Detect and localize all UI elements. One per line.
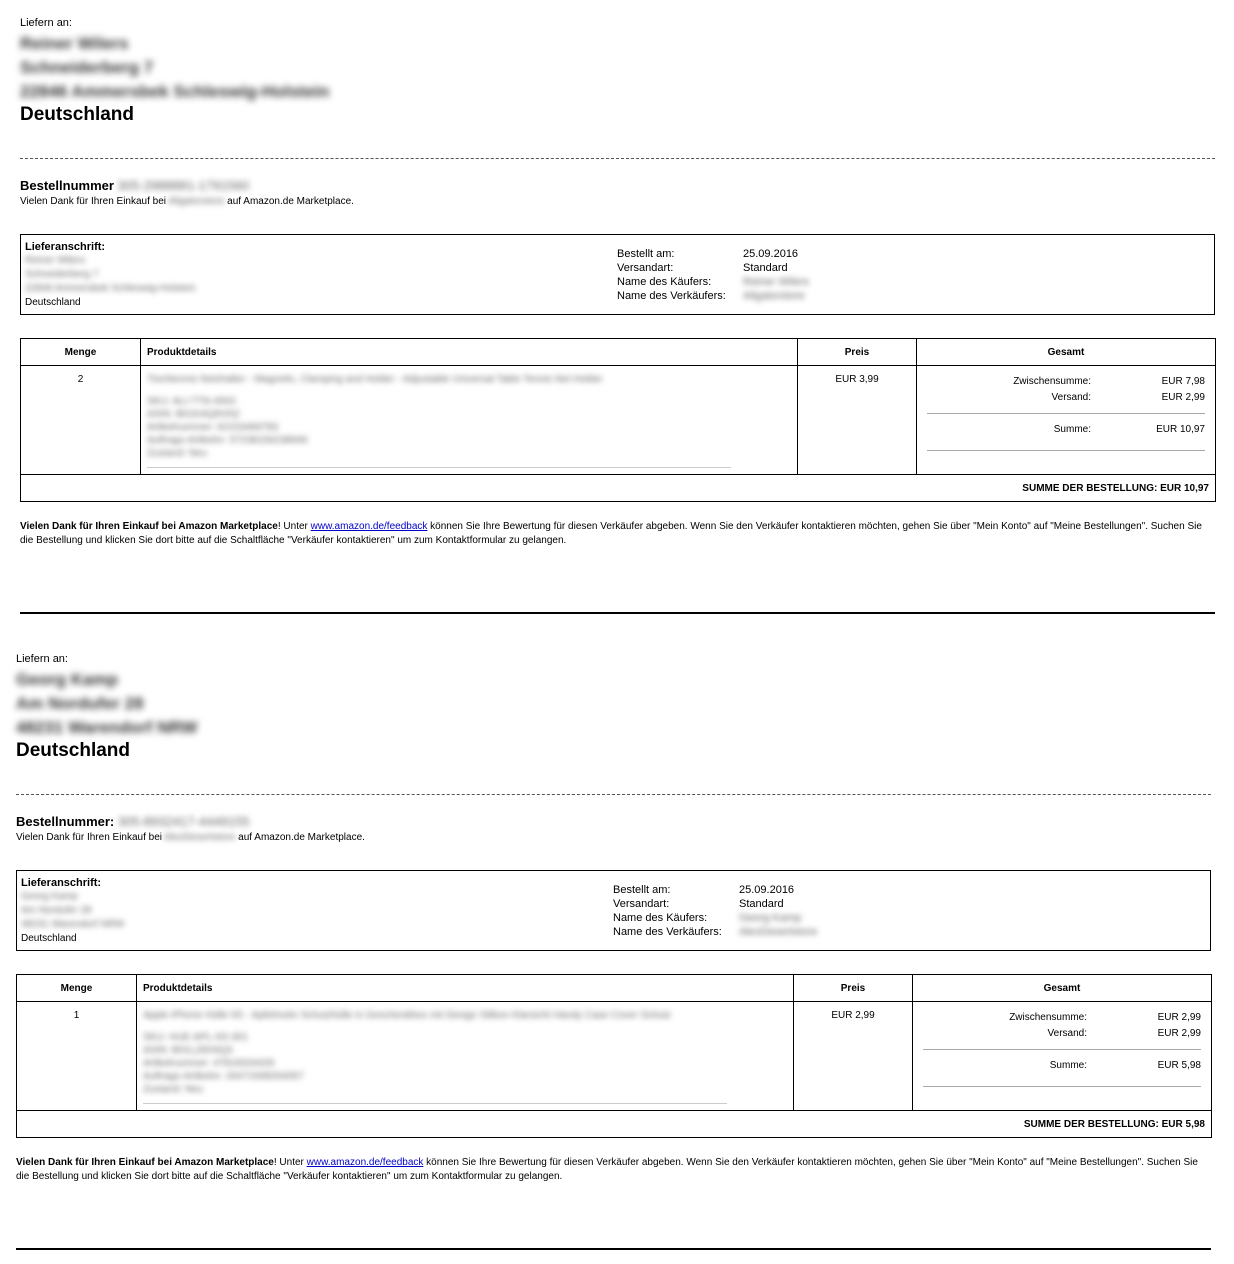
footer-text-2: können Sie Ihre Bewertung für diesen Verkäufer abgeben. Wenn Sie den Verkäufer kontaktieren möchten, gehen Sie über "Mein Konto" auf "Meine Bestellungen". Suchen Sie die Bestellung und klicken Sie dort bitte auf die Schaltfläche "Verkäufer kontaktieren" um zum Kontaktformular zu gelangen. — [20, 521, 1202, 546]
product-condition: Zustand: Neu — [143, 1084, 204, 1095]
table-row — [17, 1002, 1212, 1111]
delivery-address-title: Lieferanschrift: — [21, 877, 102, 889]
feedback-link[interactable]: www.amazon.de/feedback — [310, 521, 428, 532]
delivery-address-country: Deutschland — [25, 297, 81, 308]
grand-total-row — [21, 475, 1216, 502]
table-header-row — [17, 975, 1212, 1002]
subtotal-label: Zwischensumme: — [1013, 376, 1091, 387]
order-number-value: 305-2988881-1791560 — [117, 178, 250, 193]
seller-name-label: Name des Verkäufers: — [613, 926, 722, 938]
sum-value: EUR 5,98 — [1157, 1060, 1201, 1071]
grand-total: SUMME DER BESTELLUNG: EUR 10,97 — [21, 475, 1216, 502]
product-asin: ASIN: B01LZ8X6Q3 — [143, 1045, 233, 1056]
ship-to-label: Liefern an: — [20, 17, 72, 29]
delivery-info-box — [20, 234, 1215, 315]
recipient-city: 22846 Ammersbek Schleswig-Holstein — [20, 82, 330, 101]
recipient-country: Deutschland — [16, 740, 131, 761]
delivery-address-line-1: Reiner Wilers — [25, 255, 86, 266]
product-meta — [147, 395, 791, 460]
dashed-divider — [16, 794, 1211, 795]
delivery-address-line-3: 48231 Warendorf NRW — [21, 919, 125, 930]
footer-bold-thanks: Vielen Dank für Ihren Einkauf bei Amazon Marketplace — [20, 521, 278, 532]
ordered-date-value: 25.09.2016 — [739, 884, 795, 896]
qty-header: Menge — [17, 975, 137, 1002]
thanks-line — [20, 196, 354, 207]
delivery-address-line-1: Georg Kamp — [21, 891, 78, 902]
footer-note — [20, 520, 1210, 548]
sum-label: Summe: — [1049, 1060, 1087, 1071]
buyer-name-label: Name des Käufers: — [613, 912, 708, 924]
slip-separator — [20, 612, 1215, 614]
seller-name-value: Aligatorstore — [743, 290, 805, 302]
totals-divider — [923, 1049, 1201, 1050]
buyer-name-value: Georg Kamp — [739, 912, 802, 924]
ordered-date-label: Bestellt am: — [613, 884, 671, 896]
item-totals — [917, 366, 1216, 475]
order-items-table — [16, 974, 1212, 1138]
ship-to-label: Liefern an: — [16, 653, 68, 665]
footer-note — [16, 1156, 1206, 1184]
shipping-cost-value: EUR 2,99 — [1161, 392, 1205, 403]
shipping-method-label: Versandart: — [613, 898, 670, 910]
delivery-address-line-3: 22846 Ammersbek Schleswig-Holstein — [25, 283, 196, 294]
ordered-date-label: Bestellt am: — [617, 248, 675, 260]
product-asin: ASIN: B01KAQ9VN2 — [147, 409, 240, 420]
sum-value: EUR 10,97 — [1156, 424, 1205, 435]
table-header-row — [21, 339, 1216, 366]
totals-divider-bottom — [927, 450, 1205, 451]
order-number-line — [16, 814, 249, 829]
recipient-street: Schneiderberg 7 — [20, 58, 154, 77]
dashed-divider — [20, 158, 1215, 159]
product-order-item-id: Auftrags-Artikelnr: 57238156238946 — [147, 435, 308, 446]
recipient-name: Georg Kamp — [16, 670, 119, 689]
delivery-address-country: Deutschland — [21, 933, 77, 944]
product-title: Apple iPhone Hülle 6S - Apfelmotiv Schutzhülle in Geschenkbox mit Design Silikon Klarsicht Handy Case Cover Schutz — [143, 1010, 672, 1021]
shipping-cost-value: EUR 2,99 — [1157, 1028, 1201, 1039]
order-items-table — [20, 338, 1216, 502]
details-header: Produktdetails — [137, 975, 794, 1002]
item-details — [141, 366, 798, 475]
seller-name: Aligatorstore — [168, 196, 225, 207]
delivery-address-line-2: Schneiderberg 7 — [25, 269, 99, 280]
total-header: Gesamt — [917, 339, 1216, 366]
order-number-value: 305-8932417-4449155 — [117, 814, 250, 829]
product-divider — [143, 1103, 727, 1104]
seller-name-label: Name des Verkäufers: — [617, 290, 726, 302]
product-condition: Zustand: Neu — [147, 448, 208, 459]
item-details — [137, 1002, 794, 1111]
subtotal-value: EUR 2,99 — [1157, 1012, 1201, 1023]
item-totals — [913, 1002, 1212, 1111]
recipient-street: Am Nordufer 28 — [16, 694, 144, 713]
shipping-method-value: Standard — [743, 262, 788, 274]
totals-divider-bottom — [923, 1086, 1201, 1087]
thanks-line — [16, 832, 365, 843]
shipping-cost-label: Versand: — [1047, 1028, 1087, 1039]
buyer-name-value: Reiner Wilers — [743, 276, 810, 288]
seller-name: AlexDesertstore — [164, 832, 236, 843]
order-number-label: Bestellnummer — [20, 178, 114, 193]
buyer-name-label: Name des Käufers: — [617, 276, 712, 288]
recipient-city: 48231 Warendorf NRW — [16, 718, 198, 737]
details-header: Produktdetails — [141, 339, 798, 366]
thanks-suffix: auf Amazon.de Marketplace. — [227, 196, 354, 207]
ordered-date-value: 25.09.2016 — [743, 248, 799, 260]
price-header: Preis — [794, 975, 913, 1002]
seller-name-value: AlexDesertstore — [739, 926, 818, 938]
delivery-address-title: Lieferanschrift: — [25, 241, 106, 253]
subtotal-value: EUR 7,98 — [1161, 376, 1205, 387]
item-qty: 2 — [21, 366, 141, 475]
product-sku: SKU: ALI-TTN-4002 — [147, 396, 236, 407]
footer-bold-thanks: Vielen Dank für Ihren Einkauf bei Amazon Marketplace — [16, 1157, 274, 1168]
recipient-country: Deutschland — [20, 104, 135, 125]
thanks-prefix: Vielen Dank für Ihren Einkauf bei — [16, 832, 163, 843]
recipient-name: Reiner Wilers — [20, 34, 129, 53]
item-price: EUR 3,99 — [798, 366, 917, 475]
delivery-address-line-2: Am Nordufer 28 — [21, 905, 92, 916]
product-meta — [143, 1031, 787, 1096]
product-order-item-id: Auftrags-Artikelnr: 26471938264057 — [143, 1071, 304, 1082]
item-price: EUR 2,99 — [794, 1002, 913, 1111]
shipping-method-label: Versandart: — [617, 262, 674, 274]
footer-text-1: ! Unter — [273, 1157, 307, 1168]
footer-text-1: ! Unter — [277, 521, 311, 532]
slip-separator — [16, 1248, 1211, 1250]
order-number-line — [20, 178, 249, 193]
table-row — [21, 366, 1216, 475]
sum-label: Summe: — [1053, 424, 1091, 435]
price-header: Preis — [798, 339, 917, 366]
product-divider — [147, 467, 731, 468]
thanks-prefix: Vielen Dank für Ihren Einkauf bei — [20, 196, 167, 207]
footer-text-2: können Sie Ihre Bewertung für diesen Verkäufer abgeben. Wenn Sie den Verkäufer kontaktieren möchten, gehen Sie über "Mein Konto" auf "Meine Bestellungen". Suchen Sie die Bestellung und klicken Sie dort bitte auf die Schaltfläche "Verkäufer kontaktieren" um zum Kontaktformular zu gelangen. — [16, 1157, 1198, 1182]
qty-header: Menge — [21, 339, 141, 366]
order-number-label: Bestellnummer: — [16, 814, 115, 829]
total-header: Gesamt — [913, 975, 1212, 1002]
product-sku: SKU: HUE-APL-6S-301 — [143, 1032, 249, 1043]
thanks-suffix: auf Amazon.de Marketplace. — [238, 832, 365, 843]
product-title: Tischtennis Netzhalter - Magnetic, Clamping and Holder - Adjustable Universal Table Tennis Net Holder — [147, 374, 603, 385]
totals-divider — [927, 413, 1205, 414]
item-qty: 1 — [17, 1002, 137, 1111]
shipping-method-value: Standard — [739, 898, 784, 910]
grand-total-row — [17, 1111, 1212, 1138]
product-article-number: Artikelnummer: 62153466783 — [147, 422, 279, 433]
grand-total: SUMME DER BESTELLUNG: EUR 5,98 — [17, 1111, 1212, 1138]
shipping-cost-label: Versand: — [1051, 392, 1091, 403]
delivery-info-box — [16, 870, 1211, 951]
product-article-number: Artikelnummer: 47816534429 — [143, 1058, 275, 1069]
feedback-link[interactable]: www.amazon.de/feedback — [306, 1157, 424, 1168]
subtotal-label: Zwischensumme: — [1009, 1012, 1087, 1023]
